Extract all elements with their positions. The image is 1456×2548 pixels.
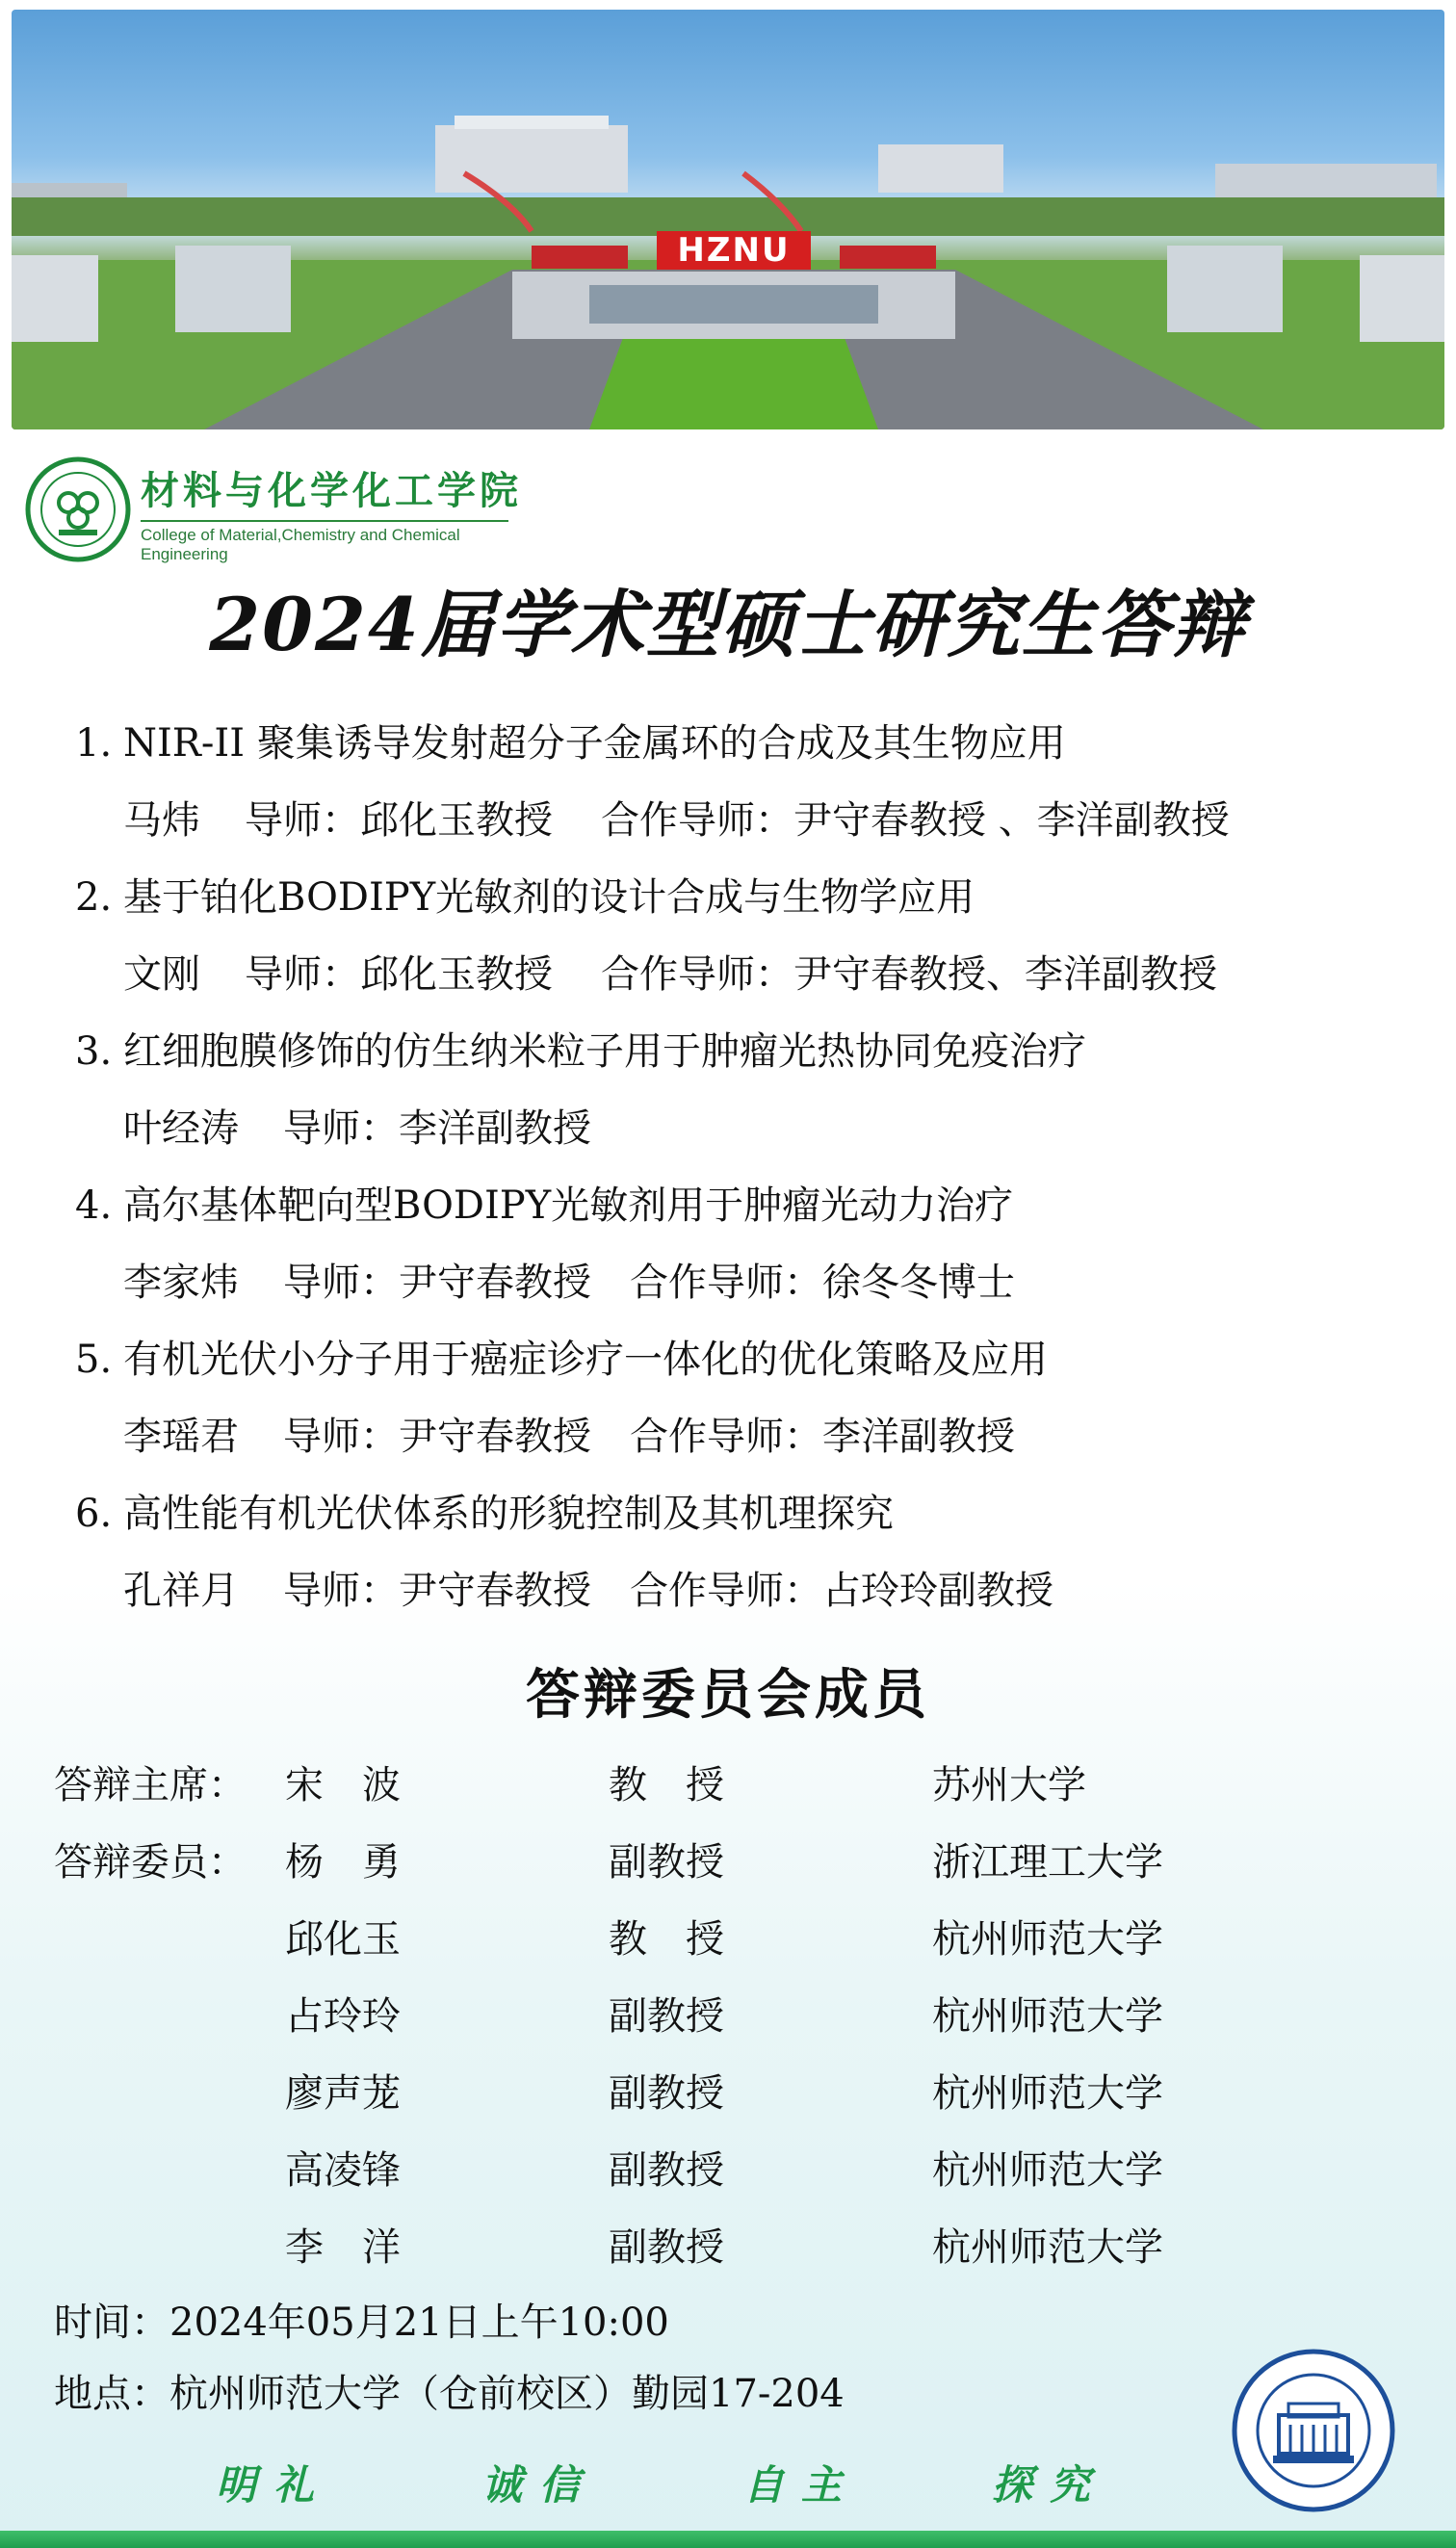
- committee-member-rank: 副教授: [609, 2148, 724, 2193]
- thesis-topic: [75, 1021, 1086, 1076]
- defense-place: 地点：杭州师范大学（仓前校区）勤园17-204: [54, 2372, 845, 2416]
- committee-member-name: 杨 勇: [285, 1840, 401, 1885]
- thesis-title: 高尔基体靶向型BODIPY光敏剂用于肿瘤光动力治疗: [123, 1183, 1014, 1228]
- advisor: 导师：邱化玉教授: [245, 798, 553, 843]
- thesis-title: 红细胞膜修饰的仿生纳米粒子用于肿瘤光热协同免疫治疗: [123, 1029, 1086, 1074]
- thesis-people: [123, 1406, 1015, 1461]
- thesis-title: NIR-II 聚集诱导发射超分子金属环的合成及其生物应用: [123, 721, 1066, 766]
- thesis-topic: [75, 713, 1066, 767]
- thesis-topic: [75, 1483, 894, 1538]
- motto-item: 明礼: [216, 2461, 332, 2509]
- university-seal-icon: [1231, 2348, 1396, 2513]
- student-name: 李家炜: [123, 1261, 239, 1305]
- committee-member-institution: 杭州师范大学: [932, 2148, 1163, 2193]
- student-name: 李瑶君: [123, 1415, 239, 1459]
- committee-member-rank: 副教授: [609, 1994, 724, 2039]
- college-emblem-icon: [25, 456, 131, 562]
- committee-role: 答辩主席：: [54, 1763, 247, 1807]
- thesis-topic: [75, 867, 975, 922]
- thesis-topic: [75, 1175, 1013, 1230]
- campus-banner-photo: [12, 10, 1444, 429]
- advisor: 导师：尹守春教授: [283, 1415, 591, 1459]
- advisor: 导师：尹守春教授: [283, 1569, 591, 1613]
- committee-row: [0, 1832, 1456, 1889]
- motto-item: 探究: [992, 2461, 1108, 2509]
- student-name: 马炜: [123, 798, 200, 843]
- college-name-cn: 材料与化学化工学院: [141, 468, 522, 513]
- college-name-en: College of Material,Chemistry and Chemical Engineering: [141, 520, 508, 564]
- committee-member-name: 李 洋: [285, 2225, 401, 2270]
- committee-member-rank: 副教授: [609, 2225, 724, 2270]
- committee-member-name: 廖声茏: [285, 2071, 401, 2116]
- committee-member-rank: 教 授: [609, 1763, 724, 1807]
- committee-member-rank: 副教授: [609, 2071, 724, 2116]
- committee-row: [0, 2217, 1456, 2275]
- page-title: 2024届学术型硕士研究生答辩: [209, 582, 1247, 667]
- thesis-title: 高性能有机光伏体系的形貌控制及其机理探究: [123, 1492, 894, 1536]
- co-advisor: 合作导师：尹守春教授、李洋副教授: [601, 952, 1217, 997]
- committee-member-institution: 杭州师范大学: [932, 2225, 1163, 2270]
- bottom-accent-bar: [0, 2531, 1456, 2548]
- committee-row: [0, 1986, 1456, 2043]
- committee-member-name: 占玲玲: [285, 1994, 401, 2039]
- committee-member-name: 邱化玉: [285, 1917, 401, 1962]
- thesis-people: [123, 790, 1230, 845]
- advisor: 导师：李洋副教授: [283, 1106, 591, 1151]
- thesis-people: [123, 1252, 1015, 1307]
- student-name: 叶经涛: [123, 1106, 239, 1151]
- advisor: 导师：尹守春教授: [283, 1261, 591, 1305]
- thesis-number: 1.: [75, 721, 113, 766]
- committee-member-rank: 副教授: [609, 1840, 724, 1885]
- committee-member-name: 宋 波: [285, 1763, 401, 1807]
- student-name: 孔祥月: [123, 1569, 239, 1613]
- thesis-people: [123, 1098, 591, 1153]
- committee-member-rank: 教 授: [609, 1917, 724, 1962]
- committee-row: [0, 2063, 1456, 2120]
- committee-member-institution: 杭州师范大学: [932, 2071, 1163, 2116]
- thesis-people: [123, 1560, 1053, 1615]
- committee-row: [0, 1909, 1456, 1966]
- thesis-topic: [75, 1329, 1048, 1384]
- committee-row: [0, 2140, 1456, 2197]
- thesis-number: 4.: [75, 1183, 113, 1228]
- committee-row: [0, 1755, 1456, 1812]
- thesis-number: 5.: [75, 1338, 113, 1382]
- thesis-number: 2.: [75, 875, 113, 920]
- committee-member-institution: 杭州师范大学: [932, 1917, 1163, 1962]
- co-advisor: 合作导师：尹守春教授 、李洋副教授: [601, 798, 1230, 843]
- committee-title: 答辩委员会成员: [526, 1663, 930, 1727]
- advisor: 导师：邱化玉教授: [245, 952, 553, 997]
- student-name: 文刚: [123, 952, 200, 997]
- co-advisor: 合作导师：李洋副教授: [630, 1415, 1015, 1459]
- thesis-title: 有机光伏小分子用于癌症诊疗一体化的优化策略及应用: [123, 1338, 1048, 1382]
- co-advisor: 合作导师：占玲玲副教授: [630, 1569, 1053, 1613]
- committee-member-name: 高凌锋: [285, 2148, 401, 2193]
- thesis-people: [123, 944, 1217, 999]
- thesis-number: 6.: [75, 1492, 113, 1536]
- committee-role: 答辩委员：: [54, 1840, 247, 1885]
- thesis-title: 基于铂化BODIPY光敏剂的设计合成与生物学应用: [123, 875, 975, 920]
- committee-member-institution: 杭州师范大学: [932, 1994, 1163, 2039]
- co-advisor: 合作导师：徐冬冬博士: [630, 1261, 1015, 1305]
- committee-member-institution: 苏州大学: [932, 1763, 1086, 1807]
- thesis-number: 3.: [75, 1029, 113, 1074]
- motto-item: 诚信: [481, 2461, 598, 2509]
- banner-sign: HZNU: [657, 231, 811, 270]
- defense-time: 时间：2024年05月21日上午10:00: [54, 2301, 669, 2345]
- committee-member-institution: 浙江理工大学: [932, 1840, 1163, 1885]
- motto-item: 自主: [743, 2461, 860, 2509]
